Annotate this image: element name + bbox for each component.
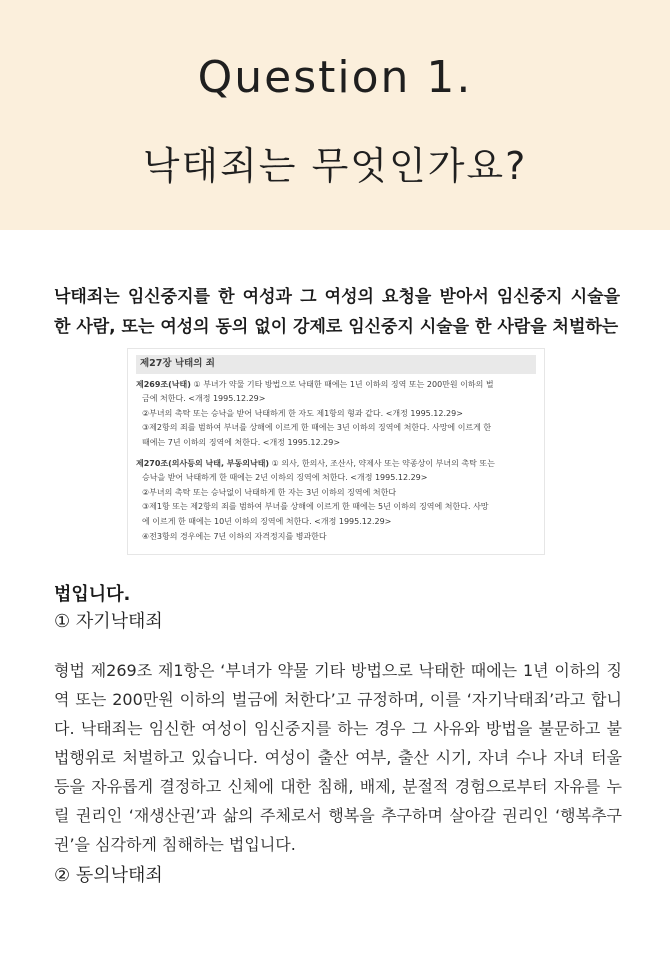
subheading-consent-abortion: ② 동의낙태죄: [54, 865, 163, 886]
law-line: ②부녀의 촉탁 또는 승낙없이 낙태하게 한 자는 3년 이하의 징역에 처한다: [142, 487, 397, 497]
law-line: 제269조(낙태) ① 부녀가 약물 기타 방법으로 낙태한 때에는 1년 이하의 징역 또는 200만원 이하의 벌: [136, 379, 494, 389]
law-line: ③제2항의 죄를 범하여 부녀를 상해에 이르게 한 때에는 3년 이하의 징역에 처한다. 사망에 이르게 한: [142, 423, 492, 433]
law-line: 에 이르게 한 때에는 10년 이하의 징역에 처한다. <개정 1995.12.29>: [142, 516, 392, 526]
law-line: ③제1항 또는 제2항의 죄를 범하여 부녀를 상해에 이르게 한 때에는 5년 이하의 징역에 처한다. 사망: [142, 502, 489, 512]
law-line: 승낙을 받어 낙태하게 한 때에는 2년 이하의 징역에 처한다. <개정 1995.12.29>: [142, 473, 428, 483]
law-line: 금에 처한다. <개정 1995.12.29>: [142, 394, 266, 404]
criminal-law-excerpt-image: [127, 348, 545, 555]
law-line: ②부녀의 촉탁 또는 승낙을 받어 낙태하게 한 자도 제1항의 형과 같다. <개정 1995.12.29>: [142, 408, 463, 418]
question-subtitle: 낙태죄는 무엇인가요?: [142, 144, 528, 188]
title-banner: [0, 0, 670, 230]
law-line: ④전3항의 경우에는 7년 이하의 자격정지를 병과한다: [142, 531, 327, 541]
section-title: 법입니다.: [54, 584, 131, 605]
subheading-self-abortion: ① 자기낙태죄: [54, 611, 163, 632]
question-title: Question 1.: [197, 52, 473, 103]
law-line: 제270조(의사등의 낙태, 부동의낙태) ① 의사, 한의사, 조산사, 약제사 또는 약종상이 부녀의 촉탁 또는: [136, 458, 495, 468]
body-paragraph: 형법 제269조 제1항은 ‘부녀가 약물 기타 방법으로 낙태한 때에는 1년 이하의 징역 또는 200만원 이하의 벌금에 처한다’고 규정하며, 이를 ‘자기낙태죄’라고 합니다. 낙태죄는 임신한 여성이 임신중지를 하는 경우 그 사유와 방법을 불문하고 불법행위로 처벌하고 있습니다. 여성이 출산 여부, 출산 시기, 자녀 수나 자녀 터울 등을 자유롭게 결정하고 신체에 대한 침해, 배제, 분절적 경험으로부터 자유를 누릴 권리인 ‘재생산권’과 삶의 주체로서 행복을 추구하며 살아갈 권리인 ‘행복추구권’을 심각하게 침해하는 법입니다.: [54, 661, 622, 854]
intro-paragraph: 낙태죄는 임신중지를 한 여성과 그 여성의 요청을 받아서 임신중지 시술을 한 사람, 또는 여성의 동의 없이 강제로 임신중지 시술을 한 사람을 처벌하는: [54, 287, 620, 337]
law-chapter-heading: 제27장 낙태의 죄: [136, 355, 536, 374]
law-line: 때에는 7년 이하의 징역에 처한다. <개정 1995.12.29>: [142, 437, 341, 447]
